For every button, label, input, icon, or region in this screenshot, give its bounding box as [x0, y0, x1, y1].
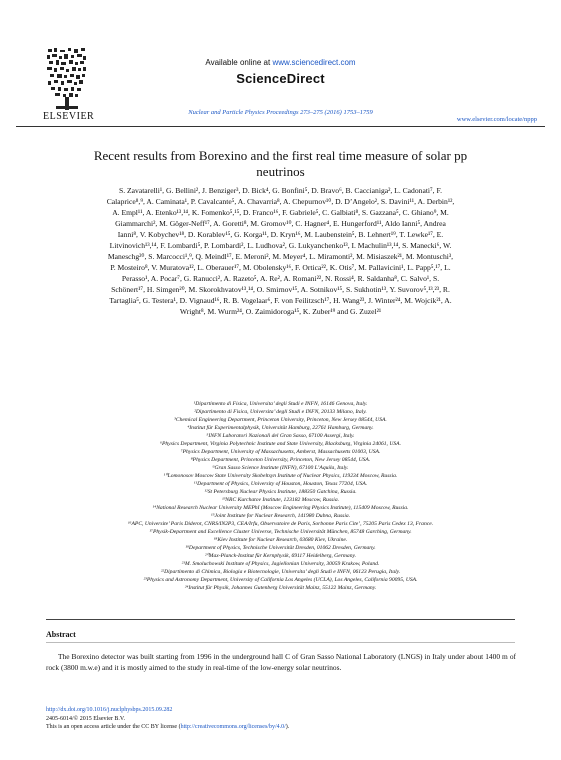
available-online-line: [0, 58, 561, 67]
license-link[interactable]: http://creativecommons.org/licenses/by/4.0/: [180, 724, 286, 730]
affiliation-item: ¹¹Department of Physics, University of Houston, Houston, Texas 77204, USA.: [193, 481, 368, 487]
affiliation-item: ¹⁵Joint Institute for Nuclear Research, 141980 Dubna, Russia.: [210, 513, 351, 519]
license-line: [46, 723, 289, 732]
abstract-heading-rule: [46, 642, 515, 643]
sciencedirect-logo-text: ScienceDirect: [236, 71, 325, 86]
paper-title-line-1: Recent results from Borexino and the first real time measure of solar pp: [93, 148, 468, 163]
abstract-text: The Borexino detector was built starting from 1996 in the underground hall C of Gran Sasso National Laboratory (LNGS) in Italy under about 1400 m of rock (3800 m.w.e) and it is mostly aimed to the study in real-time of the low-energy solar neutrinos.: [46, 652, 516, 672]
affiliation-item: ¹³NRC Kurchatov Institute, 123182 Moscow, Russia.: [221, 497, 340, 503]
author-line: Giammarchi², M. Göger-Neff¹⁷, A. Goretti⁸, M. Gromov¹⁰, C. Hagner⁴, E. Hungerford¹¹, Aldo Ianni⁵, Andrea: [115, 219, 446, 228]
publisher-wordmark: ELSEVIER: [43, 111, 95, 122]
affiliation-item: ²⁴Institut für Physik, Johannes Gutenberg Universität Mainz, 55122 Mainz, Germany.: [184, 585, 377, 591]
author-line: Calaprice⁸,⁹, A. Caminata¹, P. Cavalcante⁵, A. Chavarria⁸, A. Chepurnov¹⁰, D. D’Angelo², S. Davini¹¹, A. Derbin¹²,: [106, 197, 455, 206]
author-line: A. Empl¹¹, A. Etenko¹³,¹⁴, K. Fomenko⁵,¹⁵, D. Franco¹⁶, F. Gabriele⁵, C. Galbiati⁸, S. Gazzana⁵, C. Ghiano⁹, M.: [112, 208, 449, 217]
affiliation-item: ¹⁴National Research Nuclear University MEPhI (Moscow Engineering Physics Institute), 115409 Moscow, Russia.: [152, 505, 409, 511]
author-line: S. Zavatarelli¹, G. Bellini², J. Benziger³, D. Bick⁴, G. Bonfini⁵, D. Bravo⁶, B. Caccianiga², L. Cadonati⁷, F.: [119, 186, 442, 195]
license-prefix: This is an open access article under the CC BY license (: [46, 724, 181, 730]
paper-title-line-2: neutrinos: [256, 164, 305, 179]
abstract-top-rule: [46, 619, 515, 620]
affiliation-item: ²¹M. Smoluchowski Institute of Physics, Jagiellonian University, 30059 Krakow, Poland.: [181, 561, 380, 567]
license-suffix: ).: [285, 724, 290, 730]
affiliation-item: ⁷Physics Department, University of Massachusetts, Amherst, Massachusetts 01003, USA.: [180, 449, 381, 455]
author-line: Maneschg²⁰, S. Marcocci¹,⁹, Q. Meindl¹⁷, E. Meroni², M. Meyer⁴, L. Miramonti², M. Misiaszek²¹, M. Montuschi³,: [107, 252, 454, 261]
affiliation-item: ¹Dipartimento di Fisica, Universita’ degli Studi e INFN, 16146 Genova, Italy.: [193, 401, 368, 407]
affiliation-item: ²³Physics and Astronomy Department, University of California Los Angeles (UCLA), Los Angeles, California 90095, USA.: [143, 577, 418, 583]
available-online-prefix: Available online at: [205, 58, 271, 67]
affiliation-item: ¹²St Petersburg Nuclear Physics Institute, 188350 Gatchina, Russia.: [204, 489, 357, 495]
affiliation-item: ³Chemical Engineering Department, Princeton University, Princeton, New Jersey 08544, USA.: [174, 417, 387, 423]
abstract-heading: Abstract: [46, 630, 76, 639]
affiliation-list: [48, 400, 513, 592]
affiliation-item: ¹⁰Lomonosov Moscow State University Skobeltsyn Institute of Nuclear Physics, 119234 Moscow, Russia.: [163, 473, 398, 479]
affiliation-item: ²²Dipartimento di Chimica, Biologia e Biotecnologie, Universita’ degli Studi e INFN, 06123 Perugia, Italy.: [160, 569, 401, 575]
affiliation-item: ⁴Institut für Experimentalphysik, Universität Hamburg, 22761 Hamburg, Germany.: [187, 425, 374, 431]
affiliation-item: ⁹Gran Sasso Science Institute (INFN), 67100 L’Aquila, Italy.: [212, 465, 349, 471]
affiliation-item: ⁶Physics Department, Virginia Polytechnic Institute and State University, Blacksburg, Virginia 24061, USA.: [160, 441, 401, 447]
author-line: P. Mosteiro⁸, V. Muratova¹², L. Oberauer¹⁷, M. Obolensky¹⁶, F. Ortica²², K. Otis⁷, M. Pallavicini¹, L. Papp⁵,¹⁷, L.: [110, 263, 451, 272]
footer: [46, 706, 289, 732]
affiliation-item: ⁵INFN Laboratori Nazionali del Gran Sasso, 67100 Assergi, Italy.: [206, 433, 355, 439]
author-list: [44, 185, 517, 317]
sciencedirect-link[interactable]: www.sciencedirect.com: [272, 58, 356, 67]
issn-copyright: 2405-6014/© 2015 Elsevier B.V.: [46, 715, 125, 722]
header-rule: [16, 126, 545, 127]
author-line: Perasso¹, A. Pocar⁷, G. Ranucci², A. Razeto⁵, A. Re², A. Romani²², N. Rossi⁴, R. Saldanha⁸, C. Salvo¹, S.: [121, 274, 440, 283]
author-line: Ianni⁸, V. Kobychev¹⁸, D. Korablev¹⁵, G. Korga¹¹, D. Kryn¹⁶, M. Laubenstein⁵, B. Lehnert¹⁹, T. Lewke¹⁷, E.: [117, 230, 444, 239]
paper-title: [60, 148, 501, 180]
author-line: Tartaglia⁵, G. Testera¹, D. Vignaud¹⁶, R. B. Vogelaar⁶, F. von Feilitzsch¹⁷, H. Wang²³, J. Winter²⁴, M. Wojcik²¹, A.: [109, 296, 452, 305]
affiliation-item: ¹⁷Physik-Department and Excellence Cluster Universe, Technische Universität München, 85748 Garching, Germany.: [149, 529, 412, 535]
journal-reference[interactable]: Nuclear and Particle Physics Proceedings 273–275 (2016) 1753–1759: [188, 109, 373, 116]
author-line: Wright⁸, M. Wurm²⁴, O. Zaimidoroga¹⁵, K. Zuber¹⁹ and G. Zuzel²¹: [179, 307, 382, 316]
affiliation-item: ¹⁹Department of Physics, Technische Universität Dresden, 01062 Dresden, Germany.: [185, 545, 376, 551]
author-line: Schönert¹⁷, H. Simgen²⁰, M. Skorokhvatov¹³,¹⁴, O. Smirnov¹⁵, A. Sotnikov¹⁵, S. Sukhotin¹³, Y. Suvorov⁵,¹³,²³, R.: [111, 285, 450, 294]
author-line: Litvinovich¹³,¹⁴, F. Lombardi⁵, P. Lombardi², L. Ludhova², G. Lukyanchenko¹³, I. Machulin¹³,¹⁴, S. Manecki⁶, W.: [109, 241, 452, 250]
journal-url[interactable]: www.elsevier.com/locate/nppp: [456, 116, 537, 123]
doi-link[interactable]: http://dx.doi.org/10.1016/j.nuclphysbps.2015.09.282: [46, 707, 173, 713]
affiliation-item: ²⁰Max-Planck-Institut für Kernphysik, 69117 Heidelberg, Germany.: [204, 553, 357, 559]
affiliation-item: ⁸Physics Department, Princeton University, Princeton, New Jersey 08544, USA.: [190, 457, 371, 463]
affiliation-item: ¹⁸Kiev Institute for Nuclear Research, 03680 Kiev, Ukraine.: [213, 537, 348, 543]
affiliation-item: ¹⁶APC, Universite’ Paris Diderot, CNRS/IN2P3, CEA/Irfu, Observatoire de Paris, Sorbonne Paris Cite’, 75205 Paris Cedex 13, France.: [127, 521, 434, 527]
affiliation-item: ²Dipartimento di Fisica, Universita’ degli Studi e INFN, 20133 Milano, Italy.: [194, 409, 367, 415]
